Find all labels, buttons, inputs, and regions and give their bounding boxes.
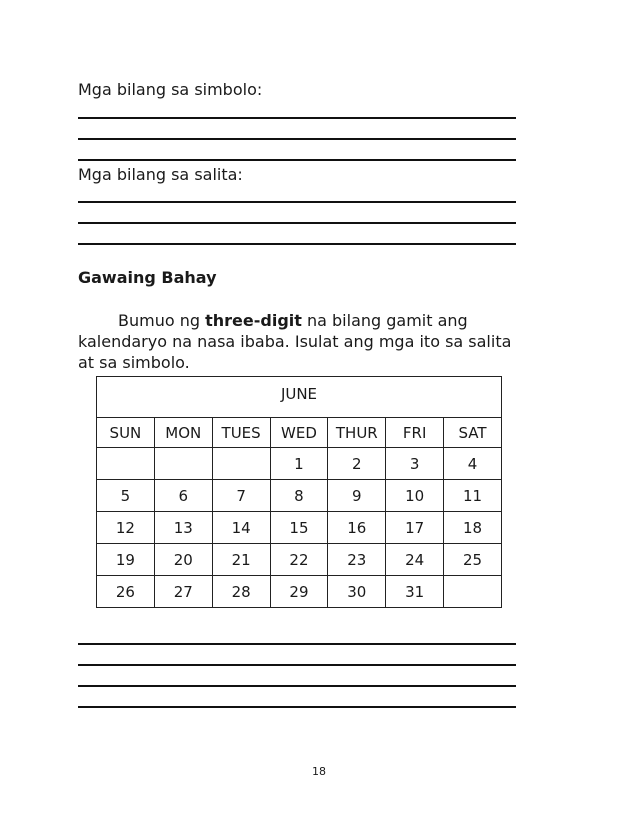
instruction-text-start: Bumuo ng — [118, 311, 206, 330]
instruction-text-end: na bilang gamit ang kalendaryo na nasa ibaba. Isulat ang mga ito sa salita at sa simbolo. — [78, 311, 512, 372]
page-number: 18 — [312, 765, 326, 778]
calendar-week — [97, 512, 502, 544]
words-label: Mga bilang sa salita: — [78, 165, 243, 184]
june-calendar — [96, 376, 502, 608]
calendar-day-cell: 26 — [97, 576, 155, 608]
calendar-day-cell: 23 — [328, 544, 386, 576]
day-header-wed: WED — [270, 418, 328, 448]
day-header-sun: SUN — [97, 418, 155, 448]
calendar-day-cell: 8 — [270, 480, 328, 512]
calendar-day-cell: 22 — [270, 544, 328, 576]
calendar-day-cell: 27 — [154, 576, 212, 608]
calendar-week — [97, 480, 502, 512]
calendar-day-cell: 7 — [212, 480, 270, 512]
answer-line — [78, 159, 516, 161]
calendar-day-cell — [154, 448, 212, 480]
answer-line — [78, 201, 516, 203]
answer-line — [78, 685, 516, 687]
calendar-day-cell: 24 — [386, 544, 444, 576]
calendar-day-cell: 2 — [328, 448, 386, 480]
answer-line — [78, 138, 516, 140]
calendar-day-cell: 19 — [97, 544, 155, 576]
calendar-day-cell: 11 — [444, 480, 502, 512]
calendar-day-cell: 15 — [270, 512, 328, 544]
calendar-day-cell: 20 — [154, 544, 212, 576]
calendar-week — [97, 448, 502, 480]
calendar-day-cell: 31 — [386, 576, 444, 608]
calendar-day-cell: 18 — [444, 512, 502, 544]
calendar-day-cell: 17 — [386, 512, 444, 544]
calendar-day-cell: 25 — [444, 544, 502, 576]
calendar-day-cell: 5 — [97, 480, 155, 512]
calendar-week — [97, 544, 502, 576]
instruction-emphasis: three-digit — [205, 311, 302, 330]
answer-line — [78, 117, 516, 119]
answer-line — [78, 243, 516, 245]
calendar-day-cell: 12 — [97, 512, 155, 544]
day-header-tues: TUES — [212, 418, 270, 448]
day-header-sat: SAT — [444, 418, 502, 448]
calendar-day-cell: 3 — [386, 448, 444, 480]
answer-line — [78, 643, 516, 645]
day-header-mon: MON — [154, 418, 212, 448]
homework-heading: Gawaing Bahay — [78, 268, 217, 287]
calendar-day-cell: 21 — [212, 544, 270, 576]
homework-instruction — [78, 310, 518, 373]
calendar-day-cell: 16 — [328, 512, 386, 544]
calendar-week — [97, 576, 502, 608]
calendar-day-cell — [212, 448, 270, 480]
calendar-day-cell: 13 — [154, 512, 212, 544]
calendar-day-cell: 4 — [444, 448, 502, 480]
calendar-day-cell: 28 — [212, 576, 270, 608]
calendar-day-cell — [444, 576, 502, 608]
calendar-day-cell: 14 — [212, 512, 270, 544]
calendar-month: JUNE — [97, 377, 502, 412]
answer-line — [78, 706, 516, 708]
calendar-day-cell — [97, 448, 155, 480]
symbols-label: Mga bilang sa simbolo: — [78, 80, 263, 99]
answer-line — [78, 664, 516, 666]
calendar-day-cell: 29 — [270, 576, 328, 608]
day-header-thur: THUR — [328, 418, 386, 448]
calendar-day-cell: 9 — [328, 480, 386, 512]
calendar-day-cell: 10 — [386, 480, 444, 512]
day-header-fri: FRI — [386, 418, 444, 448]
calendar-day-cell: 30 — [328, 576, 386, 608]
calendar-day-cell: 1 — [270, 448, 328, 480]
answer-line — [78, 222, 516, 224]
calendar-day-cell: 6 — [154, 480, 212, 512]
